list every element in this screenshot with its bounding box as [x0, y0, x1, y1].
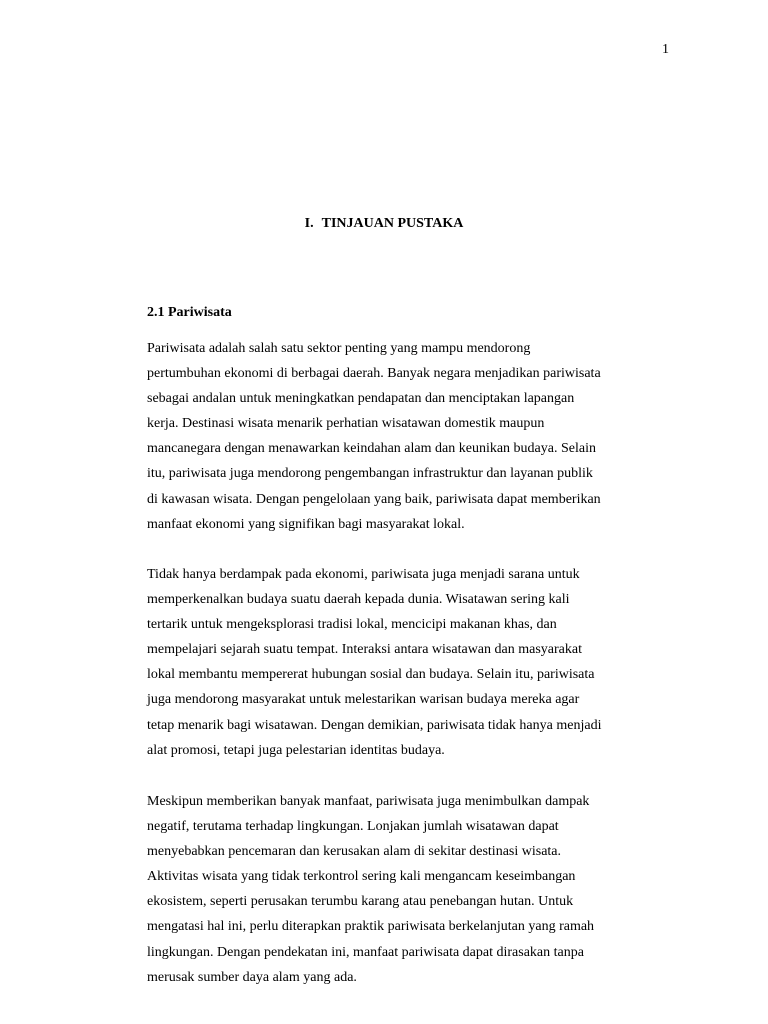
paragraph-line: memperkenalkan budaya suatu daerah kepada dunia. Wisatawan sering kali	[147, 592, 570, 608]
paragraph-line: manfaat ekonomi yang signifikan bagi masyarakat lokal.	[147, 516, 465, 532]
paragraph-line: Aktivitas wisata yang tidak terkontrol sering kali mengancam keseimbangan	[147, 869, 576, 885]
paragraph-line: mancanegara dengan menawarkan keindahan alam dan keunikan budaya. Selain	[147, 441, 596, 457]
paragraph-line: di kawasan wisata. Dengan pengelolaan yang baik, pariwisata dapat memberikan	[147, 491, 601, 507]
paragraph-line: negatif, terutama terhadap lingkungan. Lonjakan jumlah wisatawan dapat	[147, 819, 559, 835]
paragraph-line: alat promosi, tetapi juga pelestarian identitas budaya.	[147, 742, 445, 758]
paragraph-line: mempelajari sejarah suatu tempat. Interaksi antara wisatawan dan masyarakat	[147, 642, 582, 658]
paragraph-line: juga mendorong masyarakat untuk melestarikan warisan budaya mereka agar	[147, 692, 580, 708]
paragraph	[147, 562, 657, 763]
chapter-title-text: TINJAUAN PUSTAKA	[321, 216, 464, 231]
paragraph-line: itu, pariwisata juga mendorong pengembangan infrastruktur dan layanan publik	[147, 466, 593, 482]
page-number: 1	[662, 42, 669, 57]
chapter-title	[0, 216, 768, 232]
paragraph-line: pertumbuhan ekonomi di berbagai daerah. Banyak negara menjadikan pariwisata	[147, 366, 601, 382]
paragraph-line: merusak sumber daya alam yang ada.	[147, 969, 357, 985]
paragraph-line: lokal membantu mempererat hubungan sosial dan budaya. Selain itu, pariwisata	[147, 667, 595, 683]
paragraph	[147, 789, 657, 990]
paragraph-line: kerja. Destinasi wisata menarik perhatian wisatawan domestik maupun	[147, 416, 545, 432]
paragraph-line: Pariwisata adalah salah satu sektor penting yang mampu mendorong	[147, 341, 531, 356]
paragraph-line: menyebabkan pencemaran dan kerusakan alam di sekitar destinasi wisata.	[147, 844, 562, 860]
paragraph-line: ekosistem, seperti perusakan terumbu karang atau penebangan hutan. Untuk	[147, 894, 574, 910]
paragraph-line: mengatasi hal ini, perlu diterapkan praktik pariwisata berkelanjutan yang ramah	[147, 919, 595, 935]
paragraph-line: lingkungan. Dengan pendekatan ini, manfaat pariwisata dapat dirasakan tanpa	[147, 944, 584, 960]
paragraph-line: tetap menarik bagi wisatawan. Dengan demikian, pariwisata tidak hanya menjadi	[147, 717, 602, 733]
paragraph-line: tertarik untuk mengeksplorasi tradisi lokal, mencicipi makanan khas, dan	[147, 617, 557, 633]
paragraph-line: Tidak hanya berdampak pada ekonomi, pariwisata juga menjadi sarana untuk	[147, 567, 580, 582]
paragraph-line: sebagai andalan untuk meningkatkan pendapatan dan menciptakan lapangan	[147, 391, 575, 407]
chapter-number: I.	[304, 216, 314, 231]
paragraph-line: Meskipun memberikan banyak manfaat, pariwisata juga menimbulkan dampak	[147, 794, 590, 809]
section-heading: 2.1 Pariwisata	[147, 305, 232, 320]
paragraph	[147, 336, 657, 537]
